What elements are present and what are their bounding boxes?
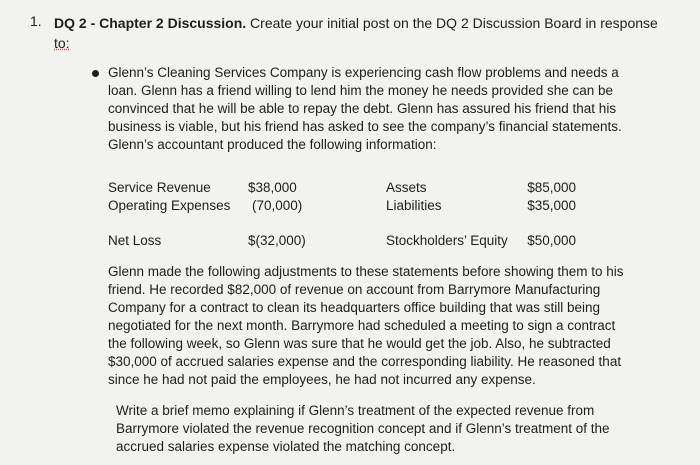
question-title: DQ 2 - Chapter 2 Discussion.	[54, 15, 247, 31]
service-revenue-label: Service Revenue	[108, 180, 211, 195]
operating-expenses-label: Operating Expenses	[108, 198, 231, 213]
intro-paragraph: Glenn’s Cleaning Services Company is experiencing cash flow problems and needs a loan. Glenn has a friend willing to lend him the money he needs provided she can be convinced that he will be able to repay the debt. Glenn has assured his friend that his business is viable, but his friend has asked to see the company’s financial statements. Glenn’s accountant produced the following information:	[108, 65, 622, 152]
question-header	[54, 13, 684, 33]
question-instruction: Create your initial post on the DQ 2 Discussion Board in response	[246, 15, 658, 31]
service-revenue-value: $38,000	[248, 180, 297, 195]
bullet-icon	[92, 70, 99, 77]
adjustments-paragraph: Glenn made the following adjustments to these statements before showing them to his friend. He recorded $82,000 of revenue on account from Barrymore Manufacturing Company for a contract to clean its headquarters office building that was still being negotiated for the next month. Barrymore had scheduled a meeting to sign a contract the following week, so Glenn was sure that he would get the job. Also, he subtracted $30,000 of accrued salaries expense and the corresponding liability. He reasoned that since he had not paid the employees, he had not incurred any expense.	[108, 264, 624, 387]
net-loss-label: Net Loss	[108, 233, 162, 248]
liabilities-label: Liabilities	[386, 198, 442, 213]
equity-value: $50,000	[527, 233, 576, 248]
net-loss-value: $(32,000)	[248, 233, 306, 248]
task-paragraph: Write a brief memo explaining if Glenn’s treatment of the expected revenue from Barrymore violated the revenue recognition concept and if Glenn’s treatment of the accrued salaries expense violated the matching concept.	[116, 403, 610, 454]
question-to: to:	[54, 35, 70, 51]
liabilities-value: $35,000	[527, 198, 576, 213]
assets-label: Assets	[386, 180, 427, 195]
equity-label: Stockholders’ Equity	[386, 233, 508, 248]
assets-value: $85,000	[527, 180, 576, 195]
question-number: 1.	[30, 13, 42, 29]
operating-expenses-value: (70,000)	[252, 198, 303, 213]
